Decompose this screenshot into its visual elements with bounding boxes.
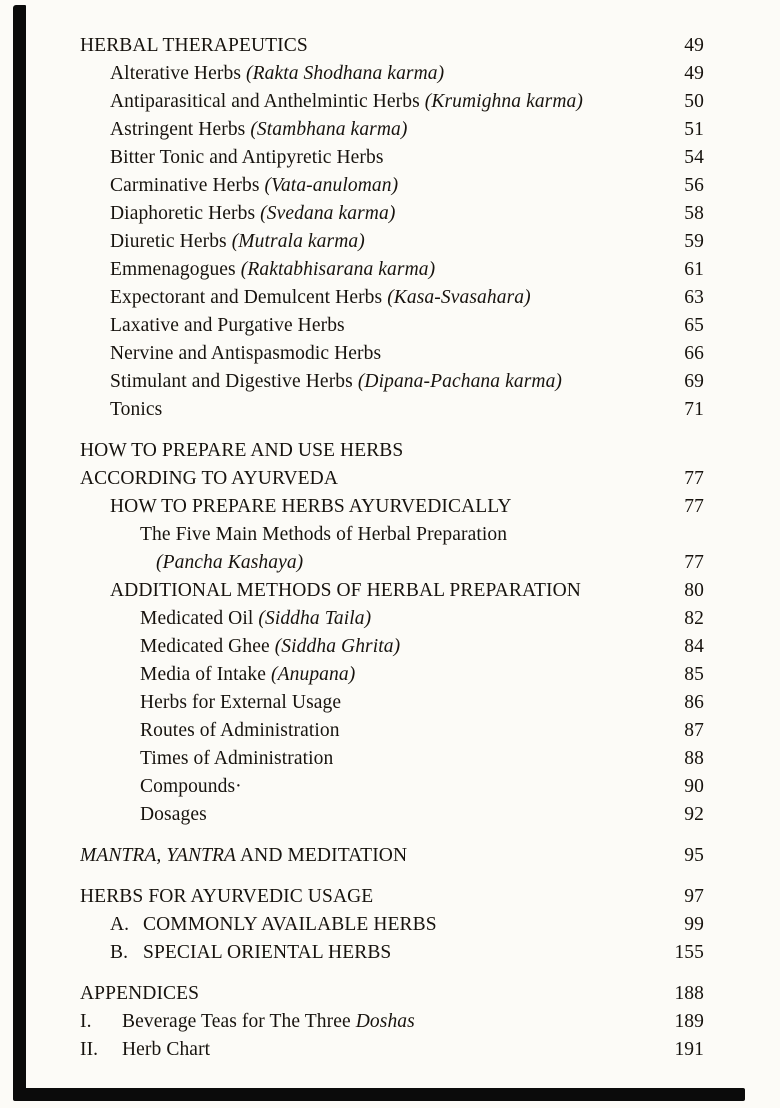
toc-title-italic-segment: MANTRA, YANTRA xyxy=(80,845,237,866)
toc-entry-title xyxy=(140,633,656,661)
toc-entry-page-number: 59 xyxy=(684,231,704,252)
toc-title-segment: ADDITIONAL METHODS OF HERBAL PREPARATION xyxy=(110,580,581,601)
toc-title-segment: Diaphoretic Herbs xyxy=(110,203,261,224)
toc-entry xyxy=(80,1036,704,1064)
toc-entry-page-number: 80 xyxy=(684,580,704,601)
toc-entry-page-number: 49 xyxy=(684,63,704,84)
toc-entry xyxy=(80,88,704,116)
toc-title-italic-segment: (Pancha Kashaya) xyxy=(156,552,304,573)
toc-entry-page-number: 85 xyxy=(684,664,704,685)
toc-title-italic-segment: (Kasa-Svasahara) xyxy=(387,287,531,308)
toc-title-italic-segment: (Siddha Taila) xyxy=(258,608,372,629)
toc-entry xyxy=(80,801,704,829)
toc-entry-title xyxy=(80,437,656,465)
toc-entry-title xyxy=(110,939,656,967)
toc-entry xyxy=(80,842,704,870)
toc-entry-page-number: 56 xyxy=(684,175,704,196)
toc-title-segment: Tonics xyxy=(110,399,163,420)
toc-entry xyxy=(80,228,704,256)
toc-entry xyxy=(80,144,704,172)
toc-title-segment: Diuretic Herbs xyxy=(110,231,232,252)
toc-title-segment: HOW TO PREPARE AND USE HERBS xyxy=(80,440,404,461)
toc-title-segment: HERBAL THERAPEUTICS xyxy=(80,35,308,56)
toc-entry-title xyxy=(80,883,656,911)
toc-entry-page-number: 97 xyxy=(684,886,704,907)
toc-title-segment: Media of Intake xyxy=(140,664,272,685)
toc-entry-numeral: A. xyxy=(110,914,130,935)
toc-entry-title xyxy=(110,228,656,256)
toc-entry-page-number: 82 xyxy=(684,608,704,629)
toc-entry-page-number: 188 xyxy=(674,983,704,1004)
toc-entry-title xyxy=(140,605,656,633)
toc-entry xyxy=(80,172,704,200)
toc-entry xyxy=(80,116,704,144)
toc-entry xyxy=(80,745,704,773)
scan-edge-bottom xyxy=(13,1088,745,1101)
toc-entry-title xyxy=(80,465,656,493)
toc-title-italic-segment: (Rakta Shodhana karma) xyxy=(245,63,445,84)
toc-list xyxy=(80,32,704,1064)
toc-entry-page-number: 87 xyxy=(684,720,704,741)
toc-title-segment: Beverage Teas for The Three xyxy=(122,1011,356,1032)
toc-title-italic-segment: (Mutrala karma) xyxy=(231,231,365,252)
toc-entry-title xyxy=(80,1008,656,1036)
toc-entry-title xyxy=(80,842,656,870)
toc-entry-title xyxy=(110,312,656,340)
toc-title-segment: Stimulant and Digestive Herbs xyxy=(110,371,358,392)
toc-entry xyxy=(80,256,704,284)
toc-title-italic-segment: (Raktabhisarana karma) xyxy=(240,259,436,280)
toc-entry-page-number: 77 xyxy=(684,468,704,489)
toc-entry xyxy=(80,717,704,745)
toc-title-segment: AND MEDITATION xyxy=(236,845,408,866)
toc-entry-numeral: B. xyxy=(110,942,129,963)
toc-title-segment: Laxative and Purgative Herbs xyxy=(110,315,345,336)
toc-title-italic-segment: (Svedana karma) xyxy=(260,203,396,224)
toc-entry xyxy=(80,883,704,911)
toc-entry-title xyxy=(80,1036,656,1064)
toc-entry-page-number: 189 xyxy=(674,1011,704,1032)
toc-entry-title xyxy=(140,521,656,549)
toc-entry-title xyxy=(110,172,656,200)
toc-entry-title xyxy=(110,60,656,88)
toc-entry xyxy=(80,521,704,549)
toc-entry-page-number: 77 xyxy=(684,552,704,573)
toc-title-segment: APPENDICES xyxy=(80,983,200,1004)
toc-entry xyxy=(80,549,704,577)
toc-entry-title xyxy=(110,911,656,939)
toc-entry-page-number: 95 xyxy=(684,845,704,866)
toc-entry-page-number: 58 xyxy=(684,203,704,224)
toc-entry xyxy=(80,577,704,605)
toc-entry-page-number: 71 xyxy=(684,399,704,420)
toc-title-italic-segment: (Siddha Ghrita) xyxy=(274,636,401,657)
toc-entry-title xyxy=(110,368,656,396)
toc-title-italic-segment: (Anupana) xyxy=(271,664,356,685)
toc-title-segment: HERBS FOR AYURVEDIC USAGE xyxy=(80,886,374,907)
toc-entry-title xyxy=(110,256,656,284)
toc-title-segment: Astringent Herbs xyxy=(110,119,251,140)
toc-entry-title xyxy=(140,801,656,829)
toc-title-segment: Bitter Tonic and Antipyretic Herbs xyxy=(110,147,384,168)
toc-entry-page-number: 61 xyxy=(684,259,704,280)
toc-entry-title xyxy=(110,200,656,228)
toc-entry-page-number: 90 xyxy=(684,776,704,797)
toc-title-segment: ACCORDING TO AYURVEDA xyxy=(80,468,339,489)
toc-entry-title xyxy=(110,577,656,605)
scan-edge-left xyxy=(13,5,26,1100)
toc-entry-page-number: 88 xyxy=(684,748,704,769)
toc-entry-title xyxy=(110,396,656,424)
toc-entry xyxy=(80,396,704,424)
toc-entry xyxy=(80,689,704,717)
toc-entry-page-number: 49 xyxy=(684,35,704,56)
toc-title-italic-segment: (Stambhana karma) xyxy=(250,119,408,140)
toc-entry-numeral: I. xyxy=(80,1011,92,1032)
toc-entry-title xyxy=(110,493,656,521)
toc-entry xyxy=(80,312,704,340)
toc-entry-page-number: 65 xyxy=(684,315,704,336)
toc-entry-title xyxy=(110,340,656,368)
toc-title-italic-segment: (Krumighna karma) xyxy=(424,91,583,112)
toc-entry xyxy=(80,437,704,465)
toc-entry-page-number: 92 xyxy=(684,804,704,825)
toc-entry-page-number: 51 xyxy=(684,119,704,140)
toc-entry xyxy=(80,493,704,521)
toc-entry-title xyxy=(110,88,656,116)
toc-entry-title xyxy=(110,144,656,172)
toc-entry xyxy=(80,661,704,689)
toc-title-segment: Compounds· xyxy=(140,776,242,797)
toc-entry-page-number: 63 xyxy=(684,287,704,308)
toc-entry-title xyxy=(140,717,656,745)
toc-title-segment: Carminative Herbs xyxy=(110,175,265,196)
toc-entry-title xyxy=(110,284,656,312)
toc-entry xyxy=(80,60,704,88)
toc-title-segment: Herbs for External Usage xyxy=(140,692,342,713)
toc-entry-page-number: 84 xyxy=(684,636,704,657)
toc-title-italic-segment: Doshas xyxy=(355,1011,415,1032)
toc-title-segment: Dosages xyxy=(140,804,207,825)
toc-entry xyxy=(80,340,704,368)
toc-title-segment: SPECIAL ORIENTAL HERBS xyxy=(143,942,392,963)
toc-entry-title xyxy=(80,32,656,60)
toc-entry xyxy=(80,980,704,1008)
toc-entry-page-number: 69 xyxy=(684,371,704,392)
toc-title-segment: Nervine and Antispasmodic Herbs xyxy=(110,343,382,364)
toc-entry-title xyxy=(80,980,656,1008)
toc-entry-page-number: 191 xyxy=(674,1039,704,1060)
toc-entry xyxy=(80,1008,704,1036)
toc-entry-title xyxy=(140,689,656,717)
toc-entry xyxy=(80,939,704,967)
toc-entry-page-number: 86 xyxy=(684,692,704,713)
toc-title-segment: Expectorant and Demulcent Herbs xyxy=(110,287,388,308)
toc-entry-title xyxy=(140,773,656,801)
toc-entry-page-number: 77 xyxy=(684,496,704,517)
toc-title-segment: COMMONLY AVAILABLE HERBS xyxy=(143,914,437,935)
toc-title-segment: Routes of Administration xyxy=(140,720,340,741)
toc-entry xyxy=(80,911,704,939)
toc-title-segment: Herb Chart xyxy=(122,1039,211,1060)
toc-title-italic-segment: (Dipana-Pachana karma) xyxy=(357,371,563,392)
toc-title-segment: Medicated Oil xyxy=(140,608,259,629)
toc-title-segment: The Five Main Methods of Herbal Preparation xyxy=(140,524,508,545)
toc-entry-page-number: 50 xyxy=(684,91,704,112)
toc-title-segment: Medicated Ghee xyxy=(140,636,275,657)
toc-entry-title xyxy=(140,745,656,773)
toc-entry xyxy=(80,32,704,60)
toc-entry-title xyxy=(140,661,656,689)
toc-entry xyxy=(80,368,704,396)
toc-entry xyxy=(80,633,704,661)
toc-title-segment: Times of Administration xyxy=(140,748,334,769)
toc-title-segment: HOW TO PREPARE HERBS AYURVEDICALLY xyxy=(110,496,512,517)
toc-entry-page-number: 99 xyxy=(684,914,704,935)
toc-title-segment: Antiparasitical and Anthelmintic Herbs xyxy=(110,91,425,112)
toc-entry xyxy=(80,605,704,633)
toc-entry-numeral: II. xyxy=(80,1039,99,1060)
toc-title-italic-segment: (Vata-anuloman) xyxy=(264,175,399,196)
toc-title-segment: Alterative Herbs xyxy=(110,63,246,84)
toc-entry-page-number: 155 xyxy=(674,942,704,963)
toc-entry-page-number: 66 xyxy=(684,343,704,364)
toc-title-segment: Emmenagogues xyxy=(110,259,241,280)
toc-entry xyxy=(80,284,704,312)
toc-entry-title xyxy=(156,549,656,577)
toc-entry-page-number: 54 xyxy=(684,147,704,168)
toc-entry xyxy=(80,465,704,493)
toc-entry xyxy=(80,200,704,228)
toc-entry-title xyxy=(110,116,656,144)
toc-entry xyxy=(80,773,704,801)
